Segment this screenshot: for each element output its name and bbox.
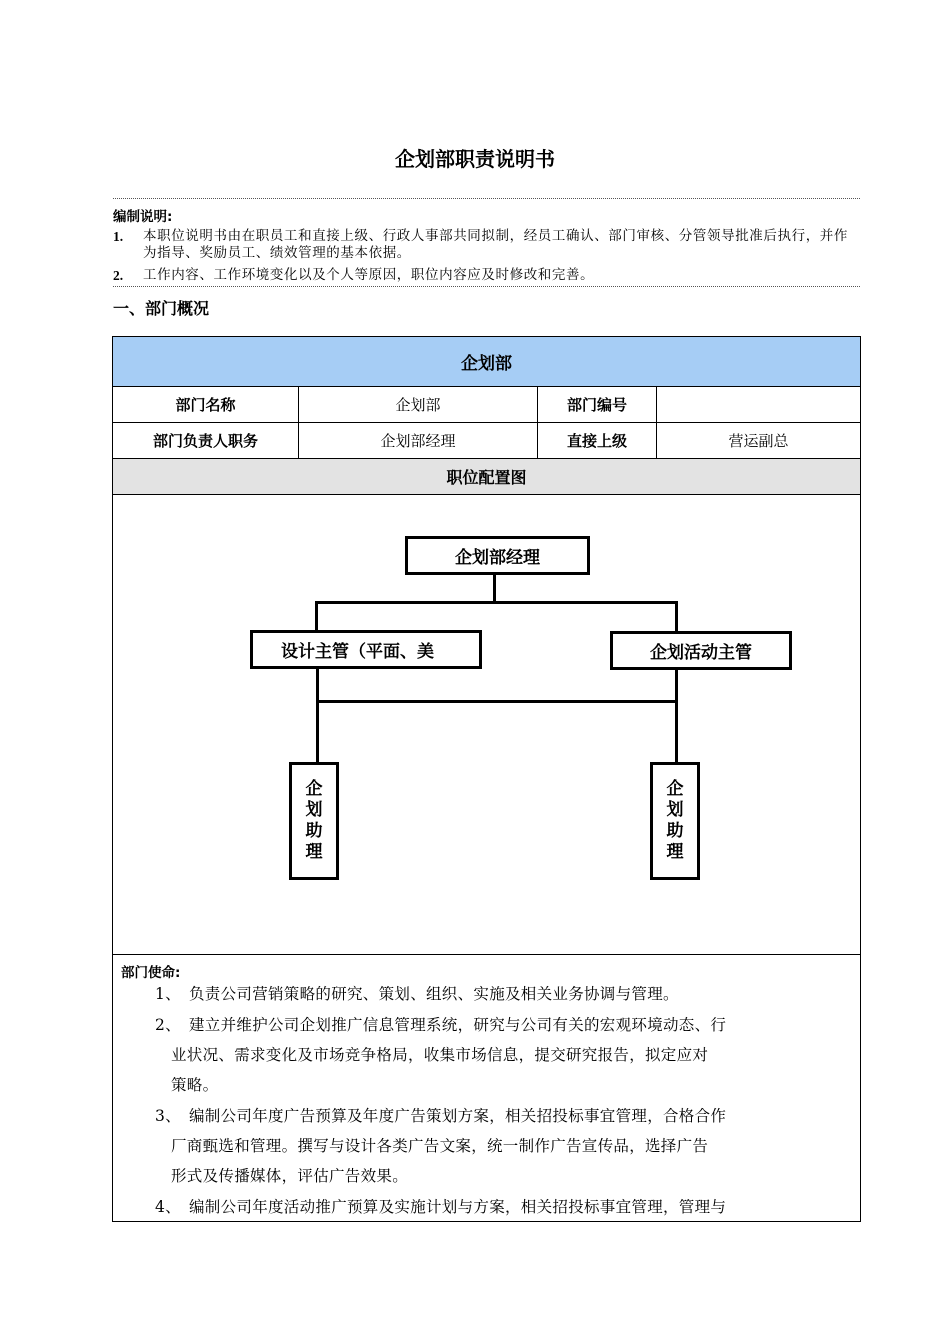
note-item <box>113 267 853 284</box>
mission-item: 4、 编制公司年度活动推广预算及实施计划与方案，相关招投标事宜管理，管理与 <box>155 1198 727 1216</box>
dept-name-value: 企划部 <box>395 396 441 414</box>
dept-code-label: 部门编号 <box>566 396 627 414</box>
org-box-activity-supervisor: 企划活动主管 <box>610 631 792 670</box>
note-text: 本职位说明书由在职员工和直接上级、行政人事部共同拟制，经员工确认、部门审核、分管领导批准后执行，并作为指导、奖励员工、绩效管理的基本依据。 <box>143 228 848 261</box>
org-chart-title: 职位配置图 <box>113 459 860 494</box>
dept-head-value: 企划部经理 <box>380 432 456 450</box>
dept-code-value <box>657 387 860 422</box>
mission-item: 1、 负责公司营销策略的研究、策划、组织、实施及相关业务协调与管理。 <box>155 985 679 1003</box>
superior-label: 直接上级 <box>566 432 627 450</box>
mission-item: 2、 建立并维护公司企划推广信息管理系统，研究与公司有关的宏观环境动态、行 业状况、需求变化及市场竞争格局，收集市场信息，提交研究报告，拟定应对 策略。 <box>155 1016 727 1094</box>
page-title: 企划部职责说明书 <box>395 147 555 171</box>
org-box-right-assistant: 企 划 助 理 <box>650 762 700 880</box>
mission-label: 部门使命: <box>121 965 181 981</box>
org-box-left-assistant: 企 划 助 理 <box>289 762 339 880</box>
divider <box>113 286 860 287</box>
mission-item: 3、 编制公司年度广告预算及年度广告策划方案，相关招投标事宜管理，合格合作 厂商甄选和管理。撰写与设计各类广告文案，统一制作广告宣传品，选择广告 形式及传播媒体，评估广告效果。 <box>155 1107 727 1185</box>
table-header: 企划部 <box>113 337 860 386</box>
org-chart <box>113 495 860 954</box>
department-table <box>112 336 861 1222</box>
notes-heading: 编制说明: <box>113 209 173 225</box>
note-number: 1. <box>113 229 124 244</box>
dept-name-label: 部门名称 <box>175 396 236 414</box>
note-number: 2. <box>113 268 124 283</box>
org-box-manager: 企划部经理 <box>405 536 590 575</box>
superior-value: 营运副总 <box>728 432 789 450</box>
dept-head-label: 部门负责人职务 <box>152 432 258 450</box>
note-text: 工作内容、工作环境变化以及个人等原因，职位内容应及时修改和完善。 <box>143 267 595 283</box>
org-box-design-supervisor: 设计主管（平面、美 <box>250 630 482 669</box>
note-item <box>113 228 853 262</box>
section-title: 一、部门概况 <box>113 299 210 318</box>
divider <box>113 198 860 199</box>
